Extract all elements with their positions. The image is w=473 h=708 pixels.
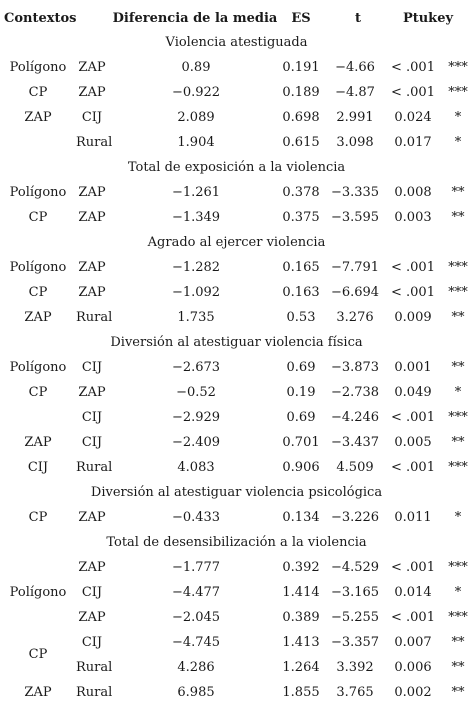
t-value: 2.991	[336, 110, 374, 125]
t-value: −3.226	[330, 510, 380, 525]
section-title: Total de exposición a la violencia	[127, 160, 346, 175]
table-row	[0, 355, 473, 380]
significance-stars: **	[451, 435, 465, 450]
table-row	[0, 305, 473, 330]
table-row	[0, 405, 473, 430]
context-b: Rural	[76, 460, 113, 475]
header-t: t	[354, 11, 361, 26]
ptukey-value: 0.001	[394, 360, 432, 375]
mean-difference: −1.092	[171, 285, 221, 300]
significance-stars: ***	[448, 460, 468, 475]
section-title: Total de desensibilización a la violencia	[106, 535, 367, 550]
context-b: CIJ	[81, 360, 103, 375]
context-a: CP	[28, 285, 48, 300]
significance-stars: ***	[448, 260, 468, 275]
t-value: 3.765	[336, 685, 374, 700]
context-b: Rural	[76, 310, 113, 325]
context-a-merged: Polígono	[9, 585, 67, 600]
section-title: Diversión al atestiguar violencia física	[110, 335, 363, 350]
context-a	[0, 130, 76, 155]
es-value: 0.165	[282, 260, 320, 275]
mean-difference: −4.745	[171, 635, 221, 650]
mean-difference: −1.349	[171, 210, 221, 225]
context-a: ZAP	[24, 110, 52, 125]
es-value: 0.906	[282, 460, 320, 475]
table-row	[0, 105, 473, 130]
context-b: Rural	[76, 685, 113, 700]
context-a-merged: CP	[28, 647, 48, 662]
context-a: CP	[28, 210, 48, 225]
table-row	[0, 430, 473, 455]
t-value: −3.437	[330, 435, 380, 450]
table-row	[0, 455, 473, 480]
context-b: Rural	[76, 135, 113, 150]
context-b: ZAP	[78, 210, 106, 225]
context-b: ZAP	[78, 510, 106, 525]
t-value: −3.595	[330, 210, 380, 225]
significance-stars: **	[451, 685, 465, 700]
t-value: −4.87	[335, 85, 375, 100]
significance-stars: **	[451, 360, 465, 375]
header-contextos: Contextos	[4, 11, 77, 26]
ptukey-value: 0.049	[394, 385, 432, 400]
ptukey-value: 0.011	[394, 510, 432, 525]
context-a: Polígono	[9, 60, 67, 75]
context-b: ZAP	[78, 185, 106, 200]
significance-stars: ***	[448, 60, 468, 75]
context-b: CIJ	[81, 110, 103, 125]
mean-difference: −1.777	[171, 560, 221, 575]
mean-difference: 1.904	[177, 135, 215, 150]
context-b: ZAP	[78, 385, 106, 400]
t-value: −6.694	[330, 285, 380, 300]
ptukey-value: 0.007	[394, 635, 432, 650]
context-b: CIJ	[81, 635, 103, 650]
table-row	[0, 80, 473, 105]
significance-stars: ***	[448, 410, 468, 425]
mean-difference: −2.929	[171, 410, 221, 425]
ptukey-value: 0.006	[394, 660, 432, 675]
ptukey-value: 0.017	[394, 135, 432, 150]
es-value: 0.69	[286, 410, 316, 425]
es-value: 1.414	[282, 585, 320, 600]
significance-stars: ***	[448, 610, 468, 625]
table-row	[0, 680, 473, 705]
t-value: 3.276	[336, 310, 374, 325]
ptukey-value: 0.009	[394, 310, 432, 325]
mean-difference: −2.045	[171, 610, 221, 625]
ptukey-value: 0.005	[394, 435, 432, 450]
context-a: Polígono	[9, 360, 67, 375]
section-title: Violencia atestiguada	[165, 35, 308, 50]
context-b: CIJ	[81, 585, 103, 600]
context-b: Rural	[76, 660, 113, 675]
mean-difference: 2.089	[177, 110, 215, 125]
significance-stars: ***	[448, 85, 468, 100]
table-row	[0, 605, 473, 630]
context-a: ZAP	[24, 435, 52, 450]
context-b: ZAP	[78, 285, 106, 300]
significance-stars: **	[451, 210, 465, 225]
section-title: Diversión al atestiguar violencia psicológica	[90, 485, 383, 500]
ptukey-value: < .001	[391, 610, 435, 625]
mean-difference: 6.985	[177, 685, 215, 700]
context-a: ZAP	[24, 685, 52, 700]
mean-difference: 0.89	[181, 60, 211, 75]
significance-stars: ***	[448, 560, 468, 575]
es-value: 0.392	[282, 560, 320, 575]
mean-difference: −2.673	[171, 360, 221, 375]
table-row	[0, 505, 473, 530]
significance-stars: *	[454, 510, 462, 525]
header-diferencia: Diferencia de la media	[112, 11, 278, 26]
table-row	[0, 255, 473, 280]
t-value: 4.509	[336, 460, 374, 475]
context-a: ZAP	[24, 310, 52, 325]
t-value: 3.098	[336, 135, 374, 150]
es-value: 0.389	[282, 610, 320, 625]
table-row	[0, 180, 473, 205]
t-value: −4.246	[330, 410, 380, 425]
table-row	[0, 205, 473, 230]
significance-stars: ***	[448, 285, 468, 300]
table-header	[0, 6, 473, 31]
es-value: 0.19	[286, 385, 316, 400]
context-a: Polígono	[9, 185, 67, 200]
mean-difference: −1.282	[171, 260, 221, 275]
mean-difference: −0.433	[171, 510, 221, 525]
es-value: 0.375	[282, 210, 320, 225]
es-value: 0.615	[282, 135, 320, 150]
mean-difference: −0.922	[171, 85, 221, 100]
ptukey-value: < .001	[391, 560, 435, 575]
context-b: ZAP	[78, 260, 106, 275]
mean-difference: −4.477	[171, 585, 221, 600]
significance-stars: **	[451, 635, 465, 650]
context-a: CP	[28, 85, 48, 100]
ptukey-value: < .001	[391, 260, 435, 275]
t-value: −2.738	[330, 385, 380, 400]
header-ptukey: Ptukey	[402, 11, 454, 26]
t-value: −3.335	[330, 185, 380, 200]
significance-stars: *	[454, 585, 462, 600]
t-value: −3.873	[330, 360, 380, 375]
t-value: −5.255	[330, 610, 380, 625]
t-value: −7.791	[330, 260, 380, 275]
ptukey-value: 0.002	[394, 685, 432, 700]
table-row	[0, 380, 473, 405]
context-a: CP	[28, 510, 48, 525]
es-value: 0.134	[282, 510, 320, 525]
es-value: 0.701	[282, 435, 320, 450]
es-value: 1.413	[282, 635, 320, 650]
mean-difference: 4.083	[177, 460, 215, 475]
ptukey-value: < .001	[391, 285, 435, 300]
context-b: ZAP	[78, 85, 106, 100]
ptukey-value: 0.024	[394, 110, 432, 125]
context-b: CIJ	[81, 410, 103, 425]
context-a: Polígono	[9, 260, 67, 275]
es-value: 1.855	[282, 685, 320, 700]
es-value: 0.53	[286, 310, 316, 325]
table-row	[0, 280, 473, 305]
context-b: CIJ	[81, 435, 103, 450]
mean-difference: 1.735	[177, 310, 215, 325]
t-value: −4.529	[330, 560, 380, 575]
header-es: ES	[291, 11, 311, 26]
context-b: ZAP	[78, 60, 106, 75]
es-value: 1.264	[282, 660, 320, 675]
context-b: ZAP	[78, 610, 106, 625]
es-value: 0.698	[282, 110, 320, 125]
context-a: CP	[28, 385, 48, 400]
es-value: 0.378	[282, 185, 320, 200]
ptukey-value: < .001	[391, 60, 435, 75]
ptukey-value: 0.008	[394, 185, 432, 200]
significance-stars: *	[454, 135, 462, 150]
context-a	[0, 405, 76, 430]
significance-stars: *	[454, 385, 462, 400]
significance-stars: *	[454, 110, 462, 125]
mean-difference: −0.52	[176, 385, 216, 400]
ptukey-value: < .001	[391, 460, 435, 475]
context-a: CIJ	[27, 460, 49, 475]
mean-difference: 4.286	[177, 660, 215, 675]
significance-stars: **	[451, 660, 465, 675]
ptukey-value: 0.014	[394, 585, 432, 600]
table-row	[0, 130, 473, 155]
t-value: −3.357	[330, 635, 380, 650]
ptukey-value: 0.003	[394, 210, 432, 225]
es-value: 0.163	[282, 285, 320, 300]
mean-difference: −2.409	[171, 435, 221, 450]
t-value: 3.392	[336, 660, 374, 675]
mean-difference: −1.261	[171, 185, 221, 200]
es-value: 0.189	[282, 85, 320, 100]
t-value: −3.165	[330, 585, 380, 600]
es-value: 0.69	[286, 360, 316, 375]
significance-stars: **	[451, 185, 465, 200]
significance-stars: **	[451, 310, 465, 325]
section-title: Agrado al ejercer violencia	[147, 235, 326, 250]
context-b: ZAP	[78, 560, 106, 575]
table-row	[0, 55, 473, 80]
table-row	[0, 555, 473, 580]
es-value: 0.191	[282, 60, 320, 75]
ptukey-value: < .001	[391, 85, 435, 100]
ptukey-value: < .001	[391, 410, 435, 425]
t-value: −4.66	[335, 60, 375, 75]
